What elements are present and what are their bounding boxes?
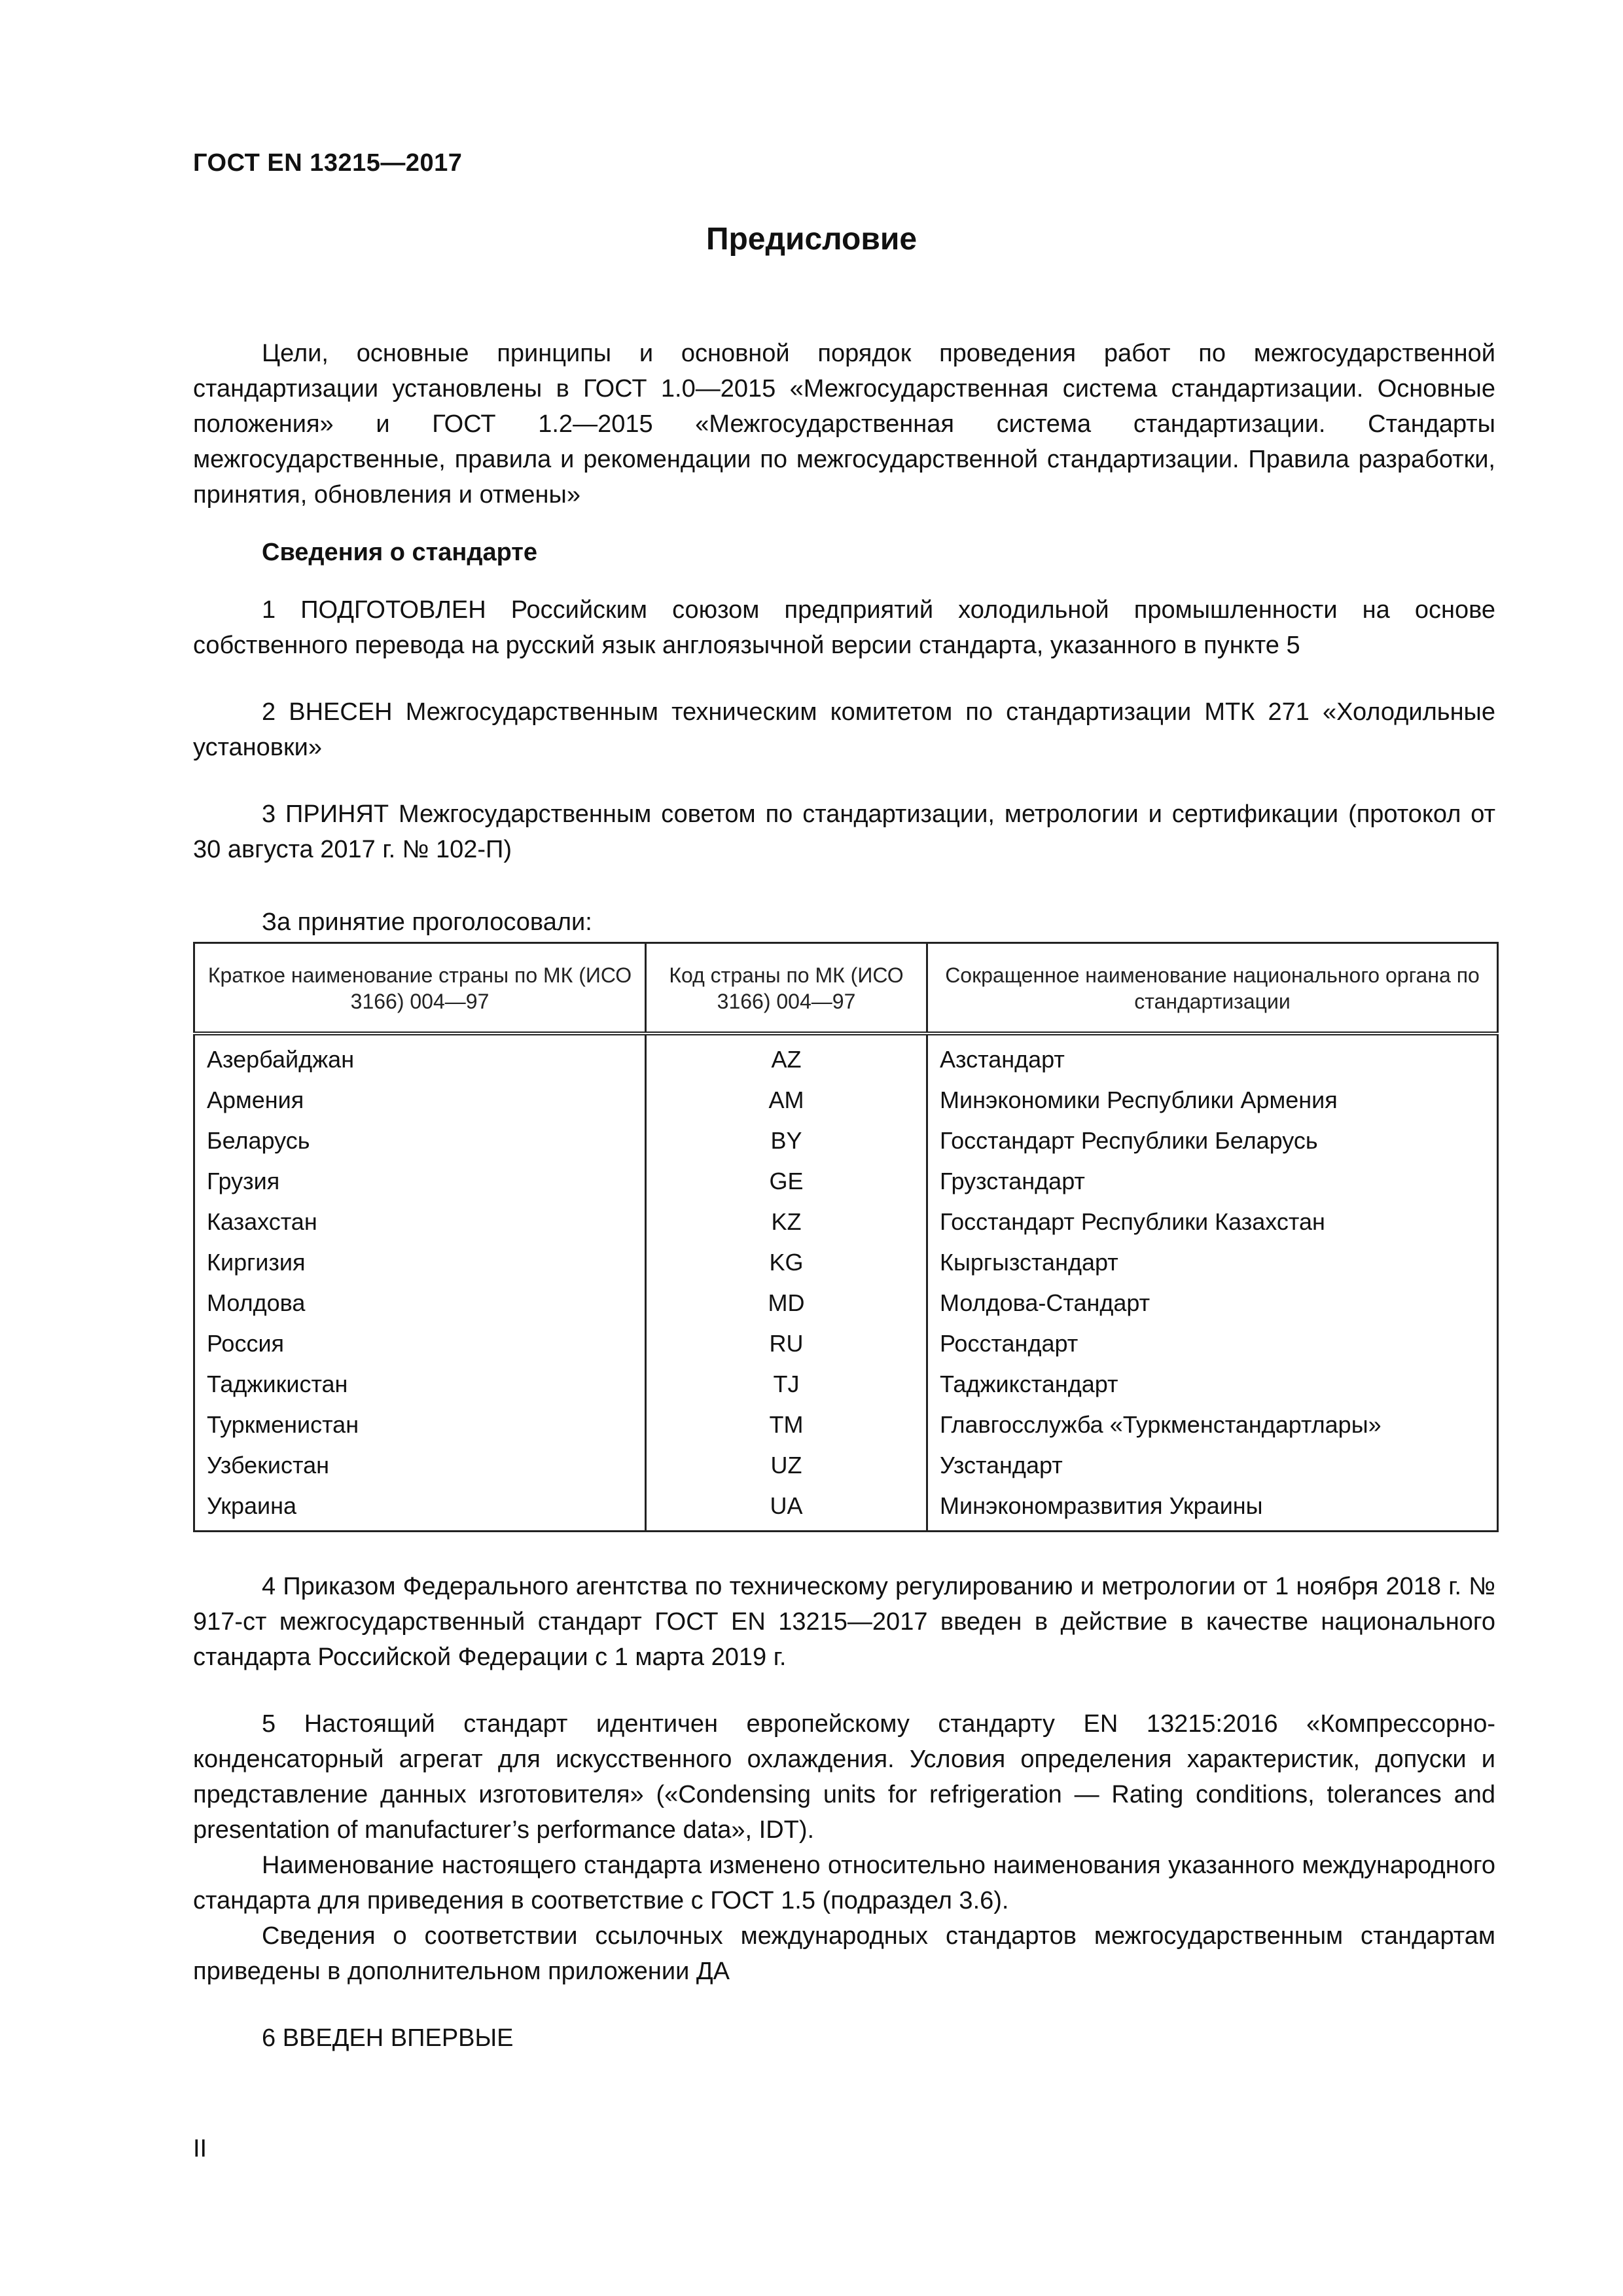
country-name: Россия xyxy=(207,1330,285,1357)
standard-info-heading: Сведения о стандарте xyxy=(262,539,538,566)
item-4: 4 Приказом Федерального агентства по техническому регулированию и метрологии от 1 ноября 2018 г. № 917-ст межгосударственный стандарт ГОСТ EN 13215—2017 введен в действие в качестве национального стандарта Российской Федерации с 1 марта 2019 г. xyxy=(193,1573,1495,1671)
country-code: UA xyxy=(646,1486,927,1532)
item-5: 5 Настоящий стандарт идентичен европейскому стандарту EN 13215:2016 «Компрессорно-конденсаторный агрегат для искусственного охлаждения. Условия определения характеристик, допуски и представление данных изготовителя» («Condensing units for refrigeration — Rating conditions, tolerances and presentation of manufacturer’s performance data», IDT). xyxy=(193,1710,1495,1844)
table-row xyxy=(194,1405,1498,1445)
vote-label: За принятие проголосовали: xyxy=(262,908,592,936)
column-header-body: Сокращенное наименование национального органа по стандартизации xyxy=(927,943,1498,1034)
item-5-note-references: Сведения о соответствии ссылочных международных стандартов межгосударственным стандартам приведены в дополнительном приложении ДА xyxy=(193,1922,1495,1985)
table-row xyxy=(194,1242,1498,1283)
country-name: Грузия xyxy=(207,1168,280,1194)
table-row xyxy=(194,1364,1498,1405)
item-1: 1 ПОДГОТОВЛЕН Российским союзом предприятий холодильной промышленности на основе собственного перевода на русский язык англоязычной версии стандарта, указанного в пункте 5 xyxy=(193,596,1495,659)
column-header-code: Код страны по МК (ИСО 3166) 004—97 xyxy=(646,943,927,1034)
table-row xyxy=(194,1202,1498,1242)
table-body xyxy=(194,1033,1498,1532)
country-name: Казахстан xyxy=(207,1208,317,1235)
country-name: Узбекистан xyxy=(207,1452,330,1479)
standards-body: Кыргызстандарт xyxy=(927,1242,1498,1283)
table-row xyxy=(194,1121,1498,1161)
country-name: Молдова xyxy=(207,1289,306,1316)
table-row xyxy=(194,1033,1498,1080)
voting-table xyxy=(193,942,1499,1532)
standards-body: Таджикстандарт xyxy=(927,1364,1498,1405)
page-title: Предисловие xyxy=(705,222,918,257)
preface-body xyxy=(193,298,1495,2056)
table-row xyxy=(194,1080,1498,1121)
country-name: Украина xyxy=(207,1492,297,1519)
table-header-row xyxy=(194,943,1498,1034)
country-name: Туркменистан xyxy=(207,1411,359,1438)
item-3: 3 ПРИНЯТ Межгосударственным советом по стандартизации, метрологии и сертификации (протокол от 30 августа 2017 г. № 102-П) xyxy=(193,800,1495,863)
column-header-country: Краткое наименование страны по МК (ИСО 3166) 004—97 xyxy=(194,943,646,1034)
table-row xyxy=(194,1323,1498,1364)
country-code: AM xyxy=(646,1080,927,1121)
standards-body: Минэкономики Республики Армения xyxy=(927,1080,1498,1121)
country-code: AZ xyxy=(646,1033,927,1080)
standards-body: Госстандарт Республики Казахстан xyxy=(927,1202,1498,1242)
country-code: KZ xyxy=(646,1202,927,1242)
item-6: 6 ВВЕДЕН ВПЕРВЫЕ xyxy=(262,2024,514,2052)
country-name: Армения xyxy=(207,1086,304,1113)
country-code: TJ xyxy=(646,1364,927,1405)
page-number: II xyxy=(193,2135,207,2162)
standards-body: Госстандарт Республики Беларусь xyxy=(927,1121,1498,1161)
standards-body: Минэкономразвития Украины xyxy=(927,1486,1498,1532)
table-row xyxy=(194,1486,1498,1532)
country-name: Беларусь xyxy=(207,1127,310,1154)
country-name: Киргизия xyxy=(207,1249,306,1276)
table-row xyxy=(194,1161,1498,1202)
country-code: KG xyxy=(646,1242,927,1283)
standards-body: Узстандарт xyxy=(927,1445,1498,1486)
country-code: GE xyxy=(646,1161,927,1202)
item-2: 2 ВНЕСЕН Межгосударственным техническим комитетом по стандартизации МТК 271 «Холодильные установки» xyxy=(193,698,1495,761)
standards-body: Росстандарт xyxy=(927,1323,1498,1364)
standards-body: Молдова-Стандарт xyxy=(927,1283,1498,1323)
country-name: Таджикистан xyxy=(207,1371,348,1397)
standards-body: Грузстандарт xyxy=(927,1161,1498,1202)
country-code: BY xyxy=(646,1121,927,1161)
table-row xyxy=(194,1445,1498,1486)
country-code: UZ xyxy=(646,1445,927,1486)
item-5-note-title: Наименование настоящего стандарта изменено относительно наименования указанного международного стандарта для приведения в соответствие с ГОСТ 1.5 (подраздел 3.6). xyxy=(193,1852,1495,1914)
standards-body: Главгосслужба «Туркменстандартлары» xyxy=(927,1405,1498,1445)
document-code: ГОСТ EN 13215—2017 xyxy=(193,149,463,177)
country-code: TM xyxy=(646,1405,927,1445)
country-code: MD xyxy=(646,1283,927,1323)
country-name: Азербайджан xyxy=(207,1046,355,1073)
intro-paragraph: Цели, основные принципы и основной порядок проведения работ по межгосударственной стандартизации установлены в ГОСТ 1.0—2015 «Межгосударственная система стандартизации. Основные положения» и ГОСТ 1.2—2015 «Межгосударственная система стандартизации. Стандарты межгосударственные, правила и рекомендации по межгосударственной стандартизации. Правила разработки, принятия, обновления и отмены» xyxy=(193,340,1495,509)
table-row xyxy=(194,1283,1498,1323)
country-code: RU xyxy=(646,1323,927,1364)
standards-body: Азстандарт xyxy=(927,1033,1498,1080)
